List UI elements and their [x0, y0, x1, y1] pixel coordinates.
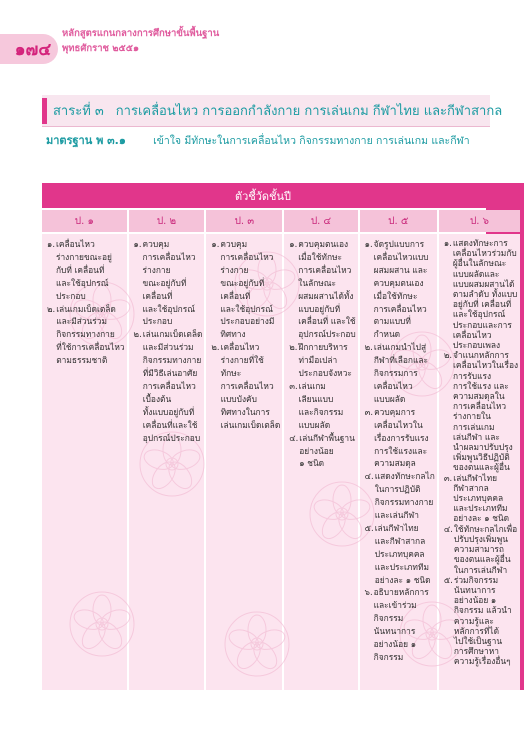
indicators-grid [42, 208, 519, 690]
indicator-p6-4 [444, 524, 518, 575]
indicator-text: เล่นกีฬาพื้นฐาน อย่างน้อย ๑ ชนิด [299, 432, 355, 469]
indicator-number: ๑. [211, 239, 220, 249]
indicator-text: เล่นเกม เลียนแบบ และกิจกรรม แบบผลัด [298, 380, 344, 430]
grade-header-p5: ป. ๕ [360, 210, 437, 232]
indicator-number: ๖. [364, 587, 373, 598]
indicator-text: ควบคุม การเคลื่อนไหว ร่างกาย ขณะอยู่กับที่ เคลื่อนที่ และใช้อุปกรณ์ ประกอบอย่างมี ทิศทาง [220, 239, 275, 340]
indicator-text: เล่นกีฬาไทย กีฬาสากล ประเภทบุคคล และประเภททีม อย่างละ ๑ ชนิด [453, 472, 510, 524]
indicator-number: ๒. [47, 303, 56, 314]
strand-label: สาระที่ ๓ [53, 104, 104, 119]
indicator-text: อธิบายหลักการ และเข้าร่วม กิจกรรม นันทนาการ อย่างน้อย ๑ กิจกรรม [373, 587, 429, 662]
indicator-p5-5 [365, 522, 435, 587]
grade-indicators-p3 [206, 234, 282, 690]
indicator-number: ๓. [364, 406, 374, 417]
indicator-p6-5 [444, 575, 518, 667]
indicator-text: ควบคุมการ เคลื่อนไหวใน เรื่องการรับแรง การใช้แรงและ ความสมดุล [374, 406, 429, 469]
indicator-number: ๒. [211, 342, 220, 353]
indicator-number: ๑. [47, 239, 55, 249]
indicator-p5-3 [365, 406, 435, 471]
page-number-badge [0, 34, 58, 64]
indicator-text: ร่วมกิจกรรม นันทนาการ อย่างน้อย ๑ กิจกรรม แล้วนำ ความรู้และ หลักการที่ได้ ไปใช้เป็นฐาน การศึกษาหา ความรู้เรื่องอื่นๆ [453, 574, 512, 667]
strand-accent-bar [42, 98, 47, 124]
indicator-text: เล่นเกมเบ็ดเตล็ด และมีส่วนร่วม กิจกรรมทางกาย ที่ใช้การเคลื่อนไหว ตามธรรมชาติ [56, 303, 125, 366]
indicator-p6-1 [444, 238, 518, 350]
indicator-number: ๑. [364, 239, 373, 249]
indicator-p4-3 [289, 380, 355, 432]
grade-header-p3: ป. ๓ [206, 210, 282, 232]
running-header-title: หลักสูตรแกนกลางการศึกษาขั้นพื้นฐาน [62, 28, 220, 39]
indicator-number: ๑. [133, 239, 142, 249]
indicator-number: ๓. [289, 380, 298, 391]
indicator-number: ๑. [289, 239, 298, 249]
table-heading: ตัวชี้วัดชั้นปี [234, 189, 292, 203]
indicator-p5-2 [365, 341, 435, 406]
indicator-text: จำแนกหลักการ เคลื่อนไหวในเรื่อง การรับแรง การใช้แรง และ ความสมดุลใน การเคลื่อนไหว ร่างกายใน การเล่นเกม เล่นกีฬา และ นำผลมาปรับปรุง เพิ่มพูนวิธีปฏิบัติ ของตนและผู้อื่น [453, 350, 519, 473]
strand-title: การเคลื่อนไหว การออกกำลังกาย การเล่นเกม กีฬาไทย และกีฬาสากล [115, 104, 503, 119]
standard-text: เข้าใจ มีทักษะในการเคลื่อนไหว กิจกรรมทางกาย การเล่นเกม และกีฬา [153, 135, 470, 147]
indicator-text: เล่นกีฬาไทย และกีฬาสากล ประเภทบุคคล และประเภททีม อย่างละ ๑ ชนิด [374, 522, 431, 585]
indicator-text: เล่นเกมเบ็ดเตล็ด และมีส่วนร่วม กิจกรรมทางกาย ที่มีวิธีเล่นอาศัย การเคลื่อนไหว เบื้องต้น ทั้งแบบอยู่กับที่ เคลื่อนที่และใช้ อุปกรณ์ประกอบ [142, 329, 203, 443]
indicator-number: ๒. [133, 329, 142, 340]
divider [42, 126, 490, 127]
indicator-text: แสดงทักษะการ เคลื่อนไหวร่วมกับ ผู้อื่นในลักษณะ แบบผลัดและ แบบผสมผสานได้ ตามลำดับ ทั้งแบบ อยู่กับที่ เคลื่อนที่ และใช้อุปกรณ์ ประกอบและการ เคลื่อนไหว ประกอบเพลง [452, 238, 518, 351]
indicator-number: ๔. [289, 432, 299, 443]
indicator-text: ใช้ทักษะกลไกเพื่อ ปรับปรุงเพิ่มพูน ความสามารถ ของตนและผู้อื่น ในการเล่นกีฬา [453, 523, 518, 575]
grade-indicators-p4 [284, 234, 357, 690]
indicator-number: ๓. [443, 472, 453, 483]
grade-indicators-p2 [129, 234, 205, 690]
indicator-text: ฝึกกายบริหาร ท่ามือเปล่า ประกอบจังหวะ [298, 342, 352, 379]
indicator-p1-2 [47, 303, 125, 368]
indicator-number: ๔. [364, 471, 374, 482]
grade-header-p1: ป. ๑ [42, 210, 127, 232]
page-number: ๑๗๔ [14, 39, 52, 60]
indicator-number: ๔. [443, 523, 453, 534]
grade-header-p6: ป. ๖ [439, 210, 520, 232]
indicator-text: เล่นเกมนำไปสู่ กีฬาที่เลือกและ กิจกรรมการ เคลื่อนไหว แบบผลัด [373, 342, 429, 404]
indicators-table [42, 183, 524, 690]
indicator-text: เคลื่อนไหว ร่างกายที่ใช้ ทักษะ การเคลื่อนไหว แบบบังคับ ทิศทางในการ เล่นเกมเบ็ดเตล็ด [220, 342, 281, 430]
indicator-p1-1 [47, 238, 125, 303]
indicator-p4-2 [289, 341, 355, 380]
indicator-number: ๕. [364, 522, 374, 533]
grade-indicators-p1 [42, 234, 127, 690]
indicator-p3-2 [211, 341, 280, 431]
strand-title-band [42, 95, 503, 126]
grade-header-p4: ป. ๔ [284, 210, 357, 232]
indicator-number: ๒. [443, 350, 453, 361]
indicator-p2-1 [134, 238, 203, 328]
grade-indicators-p5 [360, 234, 437, 690]
grade-indicators-p6 [439, 234, 520, 690]
indicator-p3-1 [211, 238, 280, 341]
indicator-text: จัดรูปแบบการ เคลื่อนไหวแบบ ผสมผสาน และ ควบคุมตนเอง เมื่อใช้ทักษะ การเคลื่อนไหว ตามแบบที่ กำหนด [373, 239, 429, 340]
indicator-text: แสดงทักษะกลไก ในการปฏิบัติ กิจกรรมทางกาย และเล่นกีฬา [374, 471, 435, 521]
indicator-p6-3 [444, 473, 518, 524]
grade-header-p2: ป. ๒ [129, 210, 205, 232]
indicator-p5-1 [365, 238, 435, 341]
indicator-p4-1 [289, 238, 355, 341]
standard-label: มาตรฐาน พ ๓.๑ [46, 134, 126, 147]
indicator-text: ควบคุมตนเอง เมื่อใช้ทักษะ การเคลื่อนไหว ในลักษณะ ผสมผสานได้ทั้ง แบบอยู่กับที่ เคลื่อนที่ และใช้ อุปกรณ์ประกอบ [298, 239, 356, 340]
indicator-text: เคลื่อนไหว ร่างกายขณะอยู่ กับที่ เคลื่อนที่ และใช้อุปกรณ์ ประกอบ [55, 239, 112, 301]
indicator-p2-2 [134, 328, 203, 444]
indicator-p4-4 [289, 432, 355, 471]
indicator-text: ควบคุม การเคลื่อนไหว ร่างกาย ขณะอยู่กับที่ เคลื่อนที่ และใช้อุปกรณ์ ประกอบ [142, 239, 196, 327]
indicator-p5-4 [365, 470, 435, 522]
indicator-number: ๕. [443, 574, 453, 585]
indicator-number: ๒. [364, 342, 373, 353]
running-header-year: พุทธศักราช ๒๕๕๑ [62, 43, 139, 54]
indicator-p6-2 [444, 350, 518, 472]
indicator-p5-6 [365, 586, 435, 663]
indicator-number: ๒. [289, 342, 298, 353]
standard-line [46, 129, 486, 146]
indicator-number: ๑. [443, 238, 452, 248]
